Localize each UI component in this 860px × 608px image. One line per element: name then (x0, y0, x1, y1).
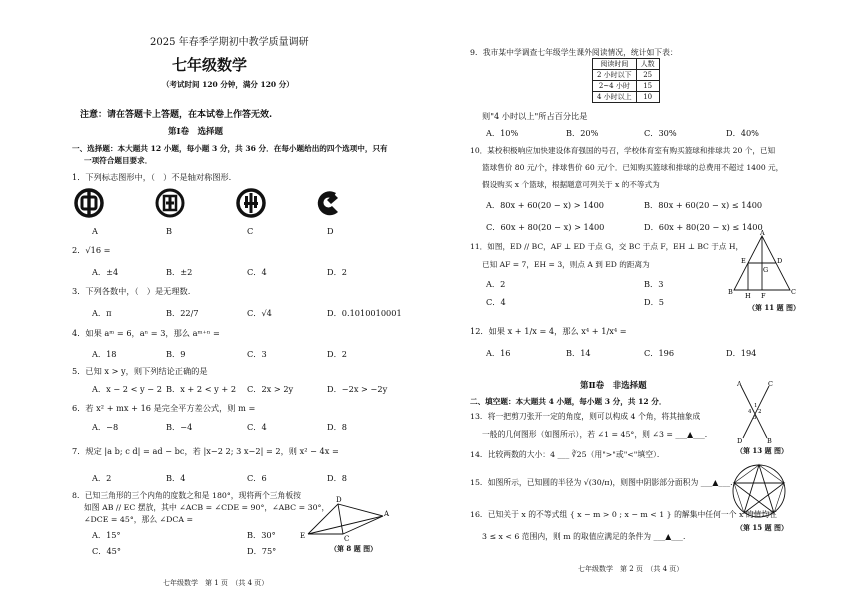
question-1: 1．下列标志图形中，（ ）不是轴对称图形. (72, 172, 232, 182)
q8-option-b: B．30° (247, 530, 276, 540)
q8-option-c: C．45° (92, 546, 121, 556)
section2-heading: 第Ⅱ卷 非选择题 (580, 381, 647, 391)
table-row (593, 92, 660, 103)
svg-text:D: D (777, 257, 783, 265)
figure-13-caption: （第 13 题 图） (736, 446, 789, 455)
icbc-logo-icon (155, 188, 185, 218)
question-10-line3: 假设购买 x 个篮球，根据题意可列关于 x 的不等式为 (482, 180, 660, 189)
svg-text:1: 1 (754, 403, 758, 409)
q11-option-c: C．4 (486, 297, 506, 307)
question-7: 7．规定 |a b; c d| = ad − bc，若 |x−2 2; 3 x−2| = 2，则 x² − 4x = (72, 446, 339, 456)
q10-option-d: D．60x + 80(20 − x) ≤ 1400 (644, 222, 763, 232)
question-11-line1: 11．如图，ED // BC，AF ⊥ ED 于点 G，交 BC 于点 F，EH ⊥ BC 于点 H， (470, 242, 744, 251)
notice: 注意：请在答题卡上答题，在本试卷上作答无效. (80, 110, 273, 120)
section1-heading: 第Ⅰ卷 选择题 (168, 127, 223, 137)
q5-option-c: C．2x > 2y (247, 384, 294, 394)
choice-instructions-cont: 一项符合题目要求． (84, 156, 153, 165)
question-14: 14．比较两数的大小：4 ___ ∛25（用">"或"<"填空）． (470, 450, 665, 459)
table-cell: 25 (636, 70, 659, 81)
table-cell: 4 小时以上 (593, 92, 637, 103)
q5-option-d: D．−2x > −2y (327, 384, 388, 394)
table-row (593, 70, 660, 81)
question-9: 9．我市某中学调查七年级学生课外阅读情况，统计如下表： (470, 48, 678, 57)
q5-option-b: B．x + 2 < y + 2 (166, 384, 237, 394)
q3-option-c: C．√4 (247, 308, 272, 318)
q7-option-a: A．2 (92, 473, 112, 483)
table-header-cell: 阅读时间 (593, 59, 637, 70)
question-15: 15．如图所示，已知圆的半径为 √(30/π)，则图中阴影部分面积为 ___▲___． (470, 478, 738, 487)
q3-option-b: B．22/7 (166, 308, 199, 318)
q9-option-c: C．30% (644, 128, 677, 138)
q12-option-d: D．194 (726, 348, 757, 358)
q7-option-c: C．6 (247, 473, 267, 483)
svg-text:G: G (763, 266, 769, 274)
q6-option-d: D．8 (327, 422, 347, 432)
svg-text:2: 2 (758, 409, 762, 415)
q9-option-d: D．40% (726, 128, 759, 138)
q11-option-d: D．5 (644, 297, 664, 307)
svg-text:4: 4 (748, 409, 752, 415)
svg-text:C: C (344, 535, 350, 543)
table-cell: 2~4 小时 (593, 81, 637, 92)
svg-text:F: F (761, 292, 766, 300)
svg-text:H: H (745, 292, 751, 300)
svg-text:A: A (760, 229, 765, 237)
q5-option-a: A．x − 2 < y − 2 (92, 384, 162, 394)
q8-option-a: A．15° (92, 530, 121, 540)
q9-option-a: A．10% (486, 128, 519, 138)
table-cell: 2 小时以下 (593, 70, 637, 81)
q4-option-b: B．9 (166, 349, 186, 359)
q8-option-d: D．75° (247, 546, 277, 556)
svg-text:E: E (741, 257, 746, 265)
page-2-footer: 七年级数学 第 2 页 （共 4 页） (578, 565, 684, 573)
q12-option-b: B．14 (566, 348, 591, 358)
question-8-line2: 如图 AB // EC 摆放，其中 ∠ACB = ∠CDE = 90°，∠ABC = 30°， (84, 503, 330, 512)
subject-title: 七年级数学 (172, 56, 248, 74)
table-cell: 15 (636, 81, 659, 92)
fill-in-instructions: 二、填空题：本大题共 4 小题，每小题 3 分，共 12 分． (470, 397, 667, 406)
q3-option-a: A．π (92, 308, 112, 318)
choice-instructions: 一、选择题：本大题共 12 小题，每小题 3 分，共 36 分．在每小题给出的四个选项中，只有 (72, 144, 388, 153)
q12-option-a: A．16 (486, 348, 511, 358)
q6-option-b: B．−4 (166, 422, 193, 432)
svg-text:C: C (768, 380, 773, 388)
question-11-line2: 已知 AF = 7，EH = 3，则点 A 到 ED 的距离为 (482, 260, 650, 269)
q7-option-b: B．4 (166, 473, 186, 483)
question-10-line2: 篮球售价 80 元/个，排球售价 60 元/个．已知购买篮球和排球的总费用不超过 1400 元， (482, 163, 784, 172)
figure-15-caption: （第 15 题 图） (736, 523, 789, 532)
q11-option-b: B．3 (644, 279, 664, 289)
q1-option-a: A (92, 226, 98, 236)
q4-option-a: A．18 (92, 349, 117, 359)
q2-option-c: C．4 (247, 267, 267, 277)
question-13-line1: 13．将一把剪刀张开一定的角度，则可以构成 4 个角，将其抽象成 (470, 412, 701, 421)
question-16-line1: 16．已知关于 x 的不等式组 { x − m > 0 ; x − m < 1 } 的解集中任何一个 x 的值均在 (470, 510, 778, 519)
figure-11-caption: （第 11 题 图） (748, 303, 801, 312)
page-1-footer: 七年级数学 第 1 页 （共 4 页） (163, 579, 269, 587)
svg-text:D: D (336, 496, 342, 504)
table-cell: 10 (636, 92, 659, 103)
agricultural-bank-logo-icon (236, 188, 266, 218)
question-16-line2: 3 ≤ x < 6 范围内，则 m 的取值应满足的条件为 ___▲___． (482, 532, 691, 541)
q1-option-c: C (247, 226, 254, 236)
figure-8-triangles (298, 494, 390, 544)
q1-option-d: D (327, 226, 334, 236)
question-2: 2．√16 = (72, 245, 111, 255)
q7-option-d: D．8 (327, 473, 347, 483)
construction-bank-logo-icon (314, 188, 344, 218)
question-5: 5．已知 x > y，则下列结论正确的是 (72, 366, 208, 376)
q10-option-a: A．80x + 60(20 − x) > 1400 (486, 200, 605, 210)
question-8-line3: ∠DCE = 45°，那么 ∠DCA = (84, 515, 194, 524)
q4-option-c: C．3 (247, 349, 267, 359)
q10-option-b: B．80x + 60(20 − x) ≤ 1400 (644, 200, 763, 210)
q2-option-b: B．±2 (166, 267, 193, 277)
exam-title: 2025 年春季学期初中教学质量调研 (150, 37, 309, 48)
table-header-cell: 人数 (636, 59, 659, 70)
q4-option-d: D．2 (327, 349, 347, 359)
question-9-ask: 则"4 小时以上"所占百分比是 (482, 111, 588, 121)
q1-option-b: B (166, 226, 173, 236)
question-6: 6．若 x² + mx + 16 是完全平方差公式，则 m = (72, 403, 256, 413)
question-4: 4．如果 aᵐ = 6，aⁿ = 3，那么 aᵐ⁺ⁿ = (72, 328, 220, 338)
svg-text:C: C (791, 288, 796, 296)
q6-option-c: C．4 (247, 422, 267, 432)
svg-text:A: A (384, 510, 390, 518)
q11-option-a: A．2 (486, 279, 506, 289)
figure-8-caption: （第 8 题 图） (330, 544, 378, 553)
q2-option-d: D．2 (327, 267, 347, 277)
page-2 (430, 0, 860, 608)
svg-text:3: 3 (753, 415, 757, 421)
svg-text:B: B (767, 437, 772, 445)
reading-time-table (592, 58, 660, 103)
exam-info: （考试时间 120 分钟，满分 120 分） (162, 80, 294, 89)
q10-option-c: C．60x + 80(20 − x) > 1400 (486, 222, 605, 232)
question-8-line1: 8．已知三角形的三个内角的度数之和是 180°，现将两个三角板按 (72, 491, 301, 500)
q3-option-d: D．0.1010010001 (327, 308, 402, 318)
question-10-line1: 10．某校积极响应加快建设体育强国的号召，学校体育室有购买篮球和排球共 20 个，已知 (470, 146, 776, 155)
q12-option-c: C．196 (644, 348, 675, 358)
q9-option-b: B．20% (566, 128, 599, 138)
q2-option-a: A．±4 (92, 267, 119, 277)
bank-of-china-logo-icon (74, 188, 104, 218)
svg-text:B: B (728, 288, 733, 296)
svg-text:D: D (737, 437, 743, 445)
table-row (593, 81, 660, 92)
svg-text:E: E (300, 532, 306, 540)
question-3: 3．下列各数中，（ ）是无理数. (72, 286, 191, 296)
svg-text:A: A (737, 380, 742, 388)
q6-option-a: A．−8 (92, 422, 119, 432)
table-header-row (593, 59, 660, 70)
question-13-line2: 一般的几何图形（如图所示），若 ∠1 = 45°，则 ∠3 = ___▲___． (482, 430, 713, 439)
figure-11-triangle (728, 229, 798, 304)
question-12: 12．如果 x + 1/x = 4，那么 x⁴ + 1/x⁴ = (470, 326, 627, 336)
figure-13-scissors-angles (735, 380, 775, 444)
